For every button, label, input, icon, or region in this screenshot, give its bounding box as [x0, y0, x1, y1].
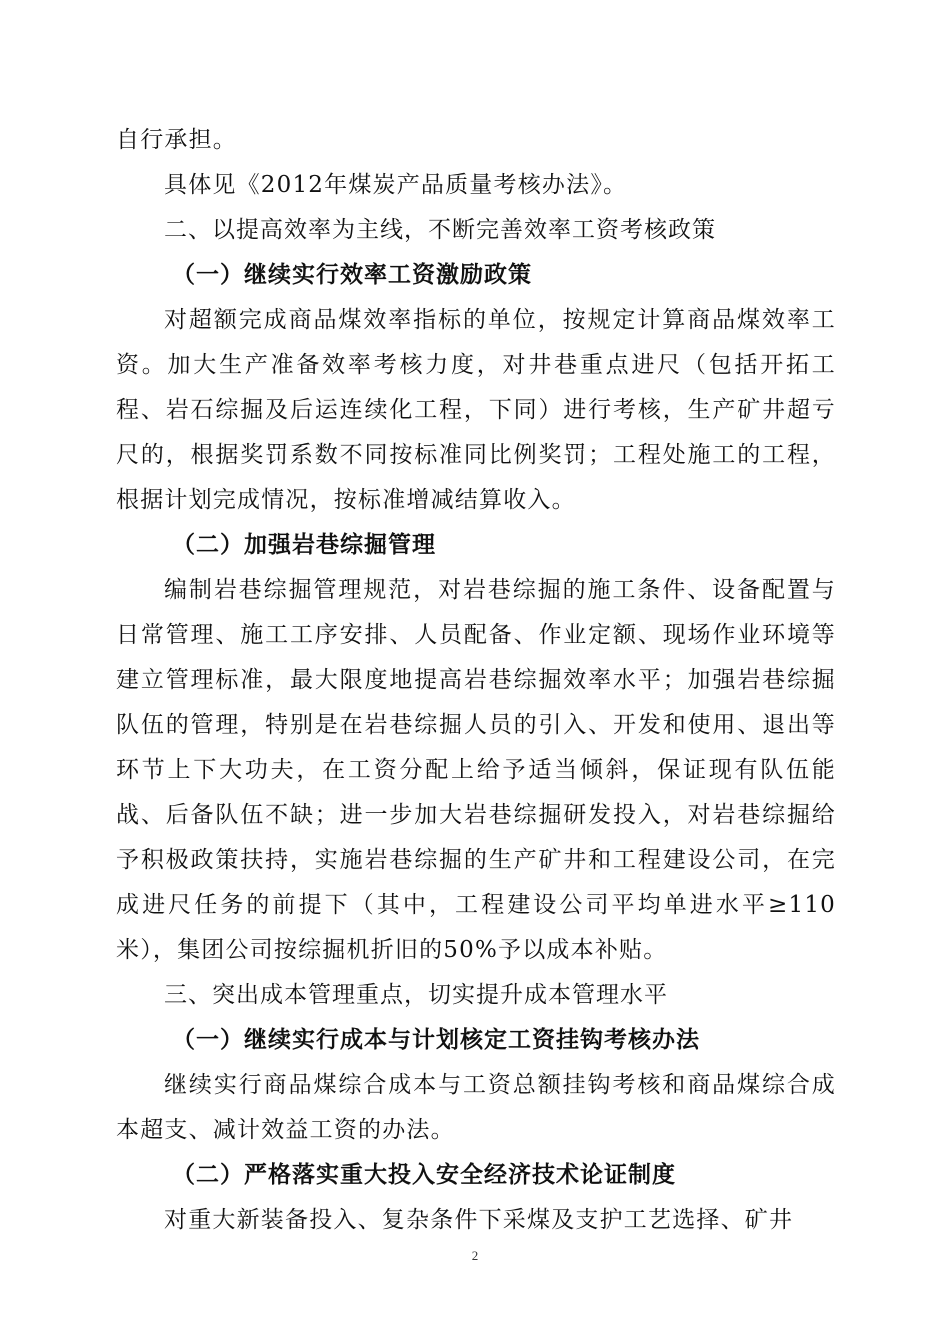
body-paragraph: 编制岩巷综掘管理规范，对岩巷综掘的施工条件、设备配置与日常管理、施工工序安排、人员配备、作业定额、现场作业环境等建立管理标准，最大限度地提高岩巷综掘效率水平；加强岩巷综掘队伍的管理，特别是在岩巷综掘人员的引入、开发和使用、退出等环节上下大功夫，在工资分配上给予适当倾斜，保证现有队伍能战、后备队伍不缺；进一步加大岩巷综掘研发投入，对岩巷综掘给予积极政策扶持，实施岩巷综掘的生产矿井和工程建设公司，在完成进尺任务的前提下（其中，工程建设公司平均单进水平≥110米），集团公司按综掘机折旧的50%予以成本补贴。	[116, 577, 836, 963]
subsection-heading: （一）继续实行成本与计划核定工资挂钩考核办法	[172, 1027, 700, 1053]
section-heading: 二、以提高效率为主线，不断完善效率工资考核政策	[164, 217, 716, 243]
body-paragraph: 对超额完成商品煤效率指标的单位，按规定计算商品煤效率工资。加大生产准备效率考核力度，对井巷重点进尺（包括开拓工程、岩石综掘及后运连续化工程，下同）进行考核，生产矿井超亏尺的，根据奖罚系数不同按标准同比例奖罚；工程处施工的工程，根据计划完成情况，按标准增减结算收入。	[116, 307, 836, 513]
page-number: 2	[471, 1248, 479, 1263]
subsection-heading: （一）继续实行效率工资激励政策	[172, 262, 532, 288]
subsection-heading: （二）严格落实重大投入安全经济技术论证制度	[172, 1162, 676, 1188]
body-paragraph: 继续实行商品煤综合成本与工资总额挂钩考核和商品煤综合成本超支、减计效益工资的办法。	[116, 1072, 836, 1143]
body-paragraph: 具体见《2012年煤炭产品质量考核办法》。	[164, 172, 628, 198]
section-heading: 三、突出成本管理重点，切实提升成本管理水平	[164, 982, 668, 1008]
body-paragraph: 对重大新装备投入、复杂条件下采煤及支护工艺选择、矿井	[164, 1207, 794, 1233]
body-paragraph: 自行承担。	[116, 127, 237, 153]
document-body	[116, 118, 836, 1243]
subsection-heading: （二）加强岩巷综掘管理	[172, 532, 436, 558]
